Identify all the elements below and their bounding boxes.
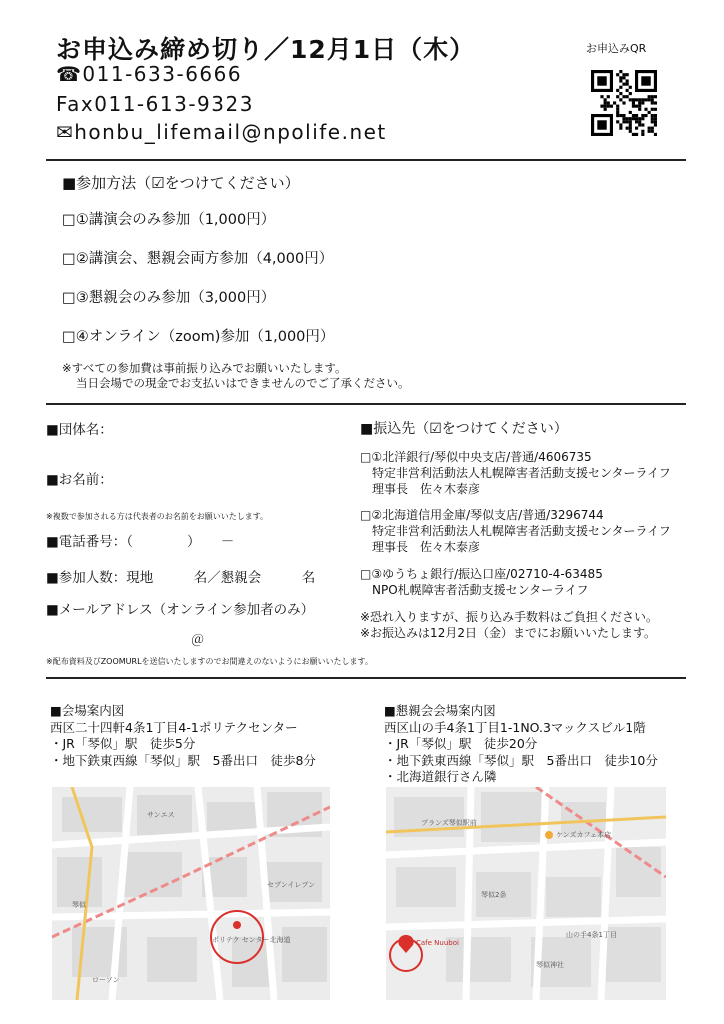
email-field-label: ■メールアドレス（オンライン参加者のみ） [46, 602, 315, 618]
transfer-notes [360, 609, 658, 641]
map-pin-icon [233, 921, 241, 929]
divider [46, 403, 686, 405]
participation-title: ■参加方法（☑をつけてください） [62, 174, 300, 192]
zoom-note: ※配布資料及びZOOMURLを送信いたしますのでお間違えのないようにお願いいたします。 [46, 657, 373, 666]
bank-line: 特定非営利活動法人札幌障害者活動支援センターライフ [372, 466, 671, 480]
transfer-title: ■振込先（☑をつけてください） [360, 421, 568, 437]
map-label: 琴似神社 [536, 961, 564, 969]
bank-line: 特定非営利活動法人札幌障害者活動支援センターライフ [372, 524, 671, 538]
venue-title: ■会場案内図 [50, 703, 125, 718]
map-label: ケンズカフェ本店 [556, 831, 612, 839]
bank-line: 理事長 佐々木泰彦 [372, 540, 481, 554]
party-access: ・北海道銀行さん隣 [384, 769, 497, 784]
party-map[interactable] [386, 787, 666, 1000]
option-lecture-only[interactable]: □①講演会のみ参加（1,000円） [62, 212, 276, 228]
deadline-heading: お申込み締め切り／12月1日（木） [56, 35, 476, 64]
map-label: ブランズ琴似駅前 [421, 819, 477, 827]
bank-line: 理事長 佐々木泰彦 [372, 482, 481, 496]
option-online[interactable]: □④オンライン（zoom)参加（1,000円） [62, 329, 335, 345]
venue-access: ・地下鉄東西線「琴似」駅 5番出口 徒歩8分 [50, 752, 316, 768]
bank-option-shinkin[interactable] [360, 507, 671, 555]
transfer-note: ※お振込みは12月2日（金）までにお願いいたします。 [360, 626, 657, 640]
phone-field[interactable]: ■電話番号：（ ） － [46, 534, 235, 550]
option-lecture-and-party[interactable]: □②講演会、懇親会両方参加（4,000円） [62, 251, 334, 267]
bank-line: □①北洋銀行/琴似中央支店/普通/4606735 [360, 450, 592, 464]
venue-access: ・JR「琴似」駅 徒歩5分 [50, 736, 196, 751]
party-map-drawing [386, 787, 666, 1000]
attendee-count-field[interactable]: ■参加人数：現地 名／懇親会 名 [46, 570, 316, 586]
party-access: ・地下鉄東西線「琴似」駅 5番出口 徒歩10分 [384, 752, 658, 768]
party-title: ■懇親会会場案内図 [384, 703, 496, 718]
qr-code-icon[interactable] [591, 70, 657, 136]
map-label: ポリテク センター北海道 [212, 936, 291, 944]
venue-info [50, 703, 316, 769]
bank-option-yucho[interactable] [360, 566, 603, 598]
transfer-note: ※恐れ入りますが、振り込み手数料はご負担ください。 [360, 610, 659, 624]
email-at-field[interactable]: ＠ [191, 633, 205, 648]
qr-label: お申込みQR [586, 42, 647, 55]
map-label: ローソン [92, 976, 120, 984]
map-label: セブンイレブン [267, 881, 316, 889]
email-address[interactable]: ✉honbu_lifemail@npolife.net [56, 120, 387, 144]
party-address: 西区山の手4条1丁目1-1NO.3マックスビル1階 [384, 719, 646, 735]
group-name-field[interactable]: ■団体名： [46, 422, 113, 438]
map-label: 琴似2条 [481, 891, 507, 899]
party-access: ・JR「琴似」駅 徒歩20分 [384, 736, 538, 751]
map-label: Cafe Nuuboi [416, 939, 459, 947]
multi-participant-note: ※複数で参加される方は代表者のお名前をお願いいたします。 [46, 512, 269, 521]
bank-option-hokuyo[interactable] [360, 449, 671, 497]
map-label: サンエス [147, 811, 175, 819]
fax-number: Fax011-613-9323 [56, 92, 254, 116]
option-party-only[interactable]: □③懇親会のみ参加（3,000円） [62, 290, 276, 306]
payment-note-1: ※すべての参加費は事前振り込みでお願いいたします。 [62, 361, 347, 375]
map-label: 琴似 [72, 901, 86, 909]
bank-line: □③ゆうちょ銀行/振込口座/02710-4-63485 [360, 567, 603, 581]
divider [46, 159, 686, 161]
divider [46, 677, 686, 679]
cafe-pin-icon [545, 831, 553, 839]
map-label: 山の手4条1丁目 [566, 931, 617, 939]
phone-number[interactable]: ☎011-633-6666 [56, 62, 243, 86]
venue-address: 西区二十四軒4条1丁目4-1ポリテクセンター [50, 719, 298, 735]
party-info [384, 703, 658, 786]
bank-line: NPO札幌障害者活動支援センターライフ [372, 583, 589, 597]
name-field[interactable]: ■お名前： [46, 472, 113, 488]
venue-map[interactable] [52, 787, 330, 1000]
payment-note-2: 当日会場での現金でお支払いはできませんのでご了承ください。 [76, 376, 410, 390]
bank-line: □②北海道信用金庫/琴似支店/普通/3296744 [360, 508, 604, 522]
venue-map-drawing [52, 787, 330, 1000]
